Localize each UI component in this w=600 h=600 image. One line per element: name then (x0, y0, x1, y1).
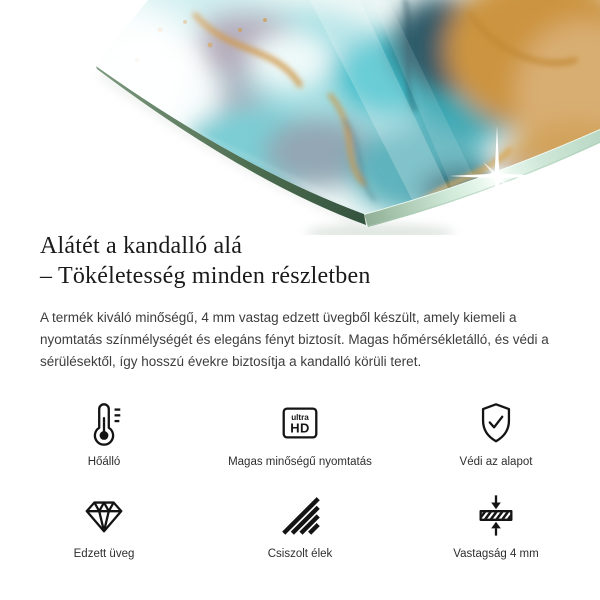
page-title-line1: Alátét a kandalló alá (40, 233, 243, 259)
feature-tempered-glass (6, 491, 202, 561)
feature-label: Hőálló (87, 456, 121, 468)
page-title (40, 231, 568, 291)
feature-label: Védi az alapot (459, 456, 533, 468)
shield-check-icon (472, 399, 520, 447)
diamond-icon (80, 491, 128, 539)
feature-print-quality (202, 399, 398, 469)
svg-text:ultra: ultra (291, 413, 309, 423)
feature-thickness (398, 491, 594, 561)
feature-label: Magas minőségű nyomtatás (228, 456, 372, 468)
feature-heat-resistant (6, 399, 202, 469)
thermometer-icon (80, 399, 128, 447)
product-description: A termék kiváló minőségű, 4 mm vastag edzett üvegből készült, amely kiemeli a nyomtatás színmélységét és elegáns fényt biztosít. Magas hőmérsékletálló, és védi a sérülésektől, így hosszú évekre biztosítja a kandalló körüli teret. (40, 310, 549, 369)
feature-protects-base (398, 399, 594, 469)
thickness-press-icon (472, 491, 520, 539)
feature-polished-edges (202, 491, 398, 561)
feature-label: Vastagság 4 mm (453, 548, 539, 560)
glass-art (0, 0, 600, 235)
product-image (0, 0, 600, 235)
polished-edges-icon (276, 491, 324, 539)
feature-label: Csiszolt élek (267, 548, 333, 560)
feature-label: Edzett üveg (73, 548, 135, 560)
page-title-line2: – Tökéletesség minden részletben (40, 263, 371, 289)
ultra-hd-icon (276, 399, 324, 447)
svg-text:HD: HD (290, 420, 310, 436)
feature-grid (6, 399, 594, 561)
